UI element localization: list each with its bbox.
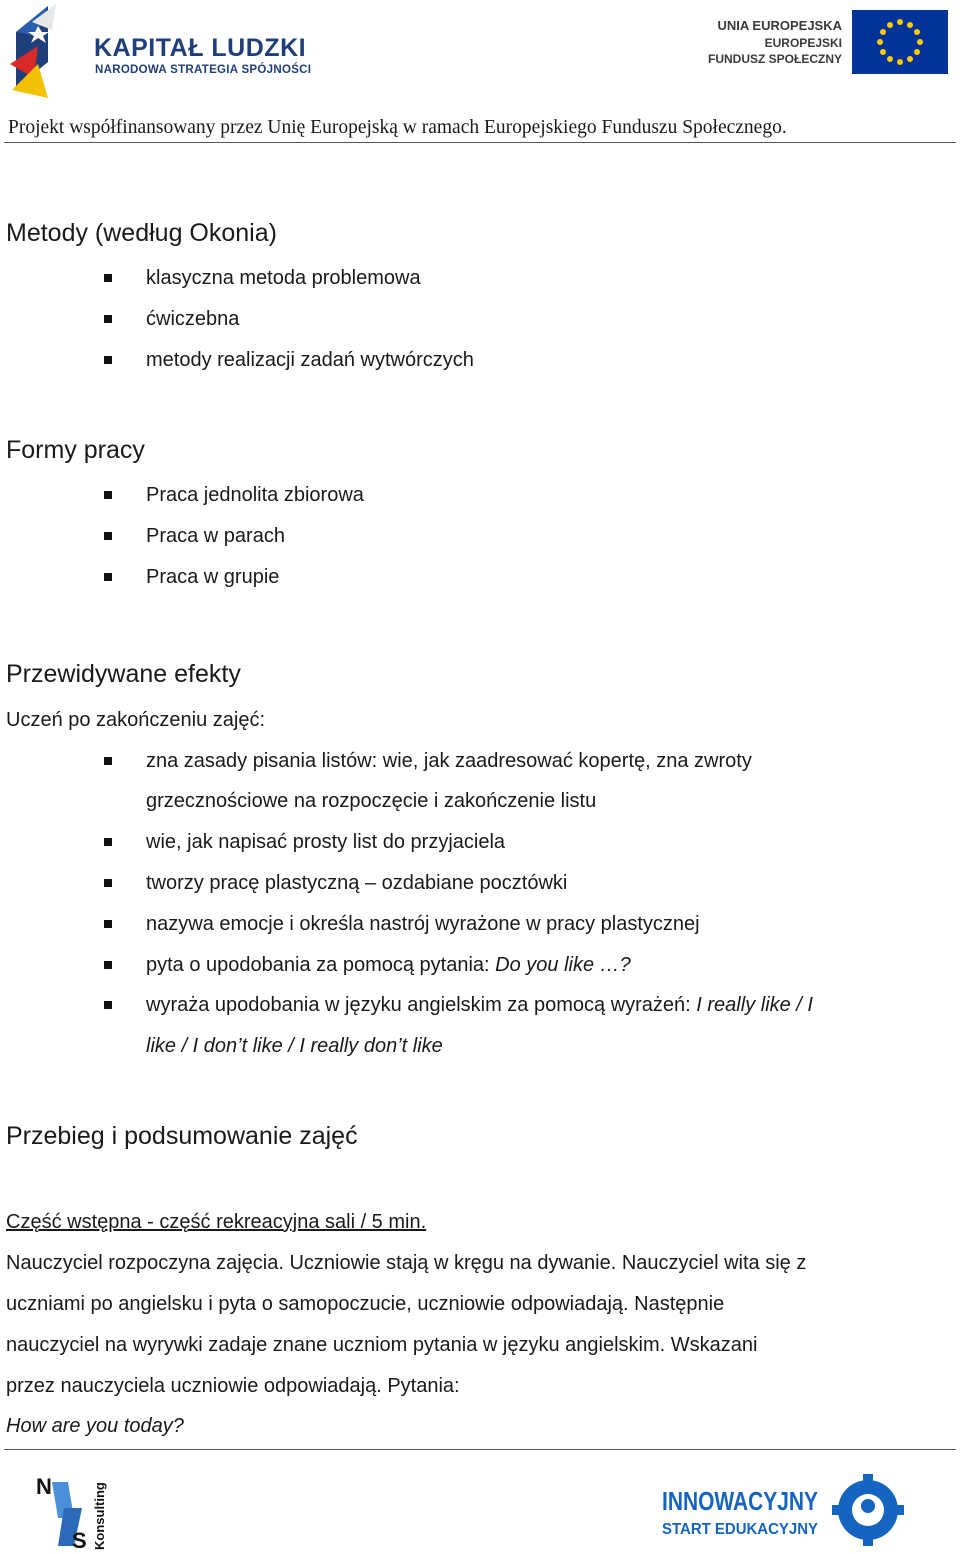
bullet-icon <box>104 356 112 364</box>
przebieg-paragraph-line: nauczyciel na wyrywki zadaje znane uczniom pytania w języku angielskim. Wskazani <box>6 1334 758 1356</box>
list-item-italic: Do you like …? <box>495 954 631 976</box>
bullet-icon <box>104 879 112 887</box>
przebieg-question: How are you today? <box>6 1415 184 1437</box>
list-item: klasyczna metoda problemowa <box>146 267 421 289</box>
list-item: wie, jak napisać prosty list do przyjaciela <box>146 831 506 853</box>
bullet-icon <box>104 920 112 928</box>
ns-letter-s: S <box>72 1528 87 1552</box>
list-item-continuation: like / I don’t like / I really don’t like <box>146 1035 443 1057</box>
list-item <box>146 954 631 977</box>
list-item-continuation: grzecznościowe na rozpoczęcie i zakończenie listu <box>146 790 597 812</box>
eu-fund-label <box>708 18 842 66</box>
bullet-icon <box>104 1001 112 1009</box>
list-item-italic: I really like / I <box>696 994 813 1016</box>
list-item <box>146 994 813 1017</box>
projekt-funding-note: Projekt współfinansowany przez Unię Europejską w ramach Europejskiego Funduszu Społecznego. <box>8 117 787 138</box>
list-item-text: wyraża upodobania w języku angielskim za pomocą wyrażeń: <box>146 994 697 1016</box>
eu-label-line2: EUROPEJSKI <box>764 36 842 50</box>
bullet-icon <box>104 961 112 969</box>
list-item: metody realizacji zadań wytwórczych <box>146 349 474 371</box>
kapital-ludzki-title: KAPITAŁ LUDZKI <box>94 34 307 62</box>
inno-title: INNOWACYJNY <box>662 1486 818 1516</box>
ns-letter-n: N <box>36 1474 52 1499</box>
kapital-ludzki-subtitle: NARODOWA STRATEGIA SPÓJNOŚCI <box>95 64 312 76</box>
przebieg-paragraph-line: uczniami po angielsku i pyta o samopoczucie, uczniowie odpowiadają. Następnie <box>6 1293 725 1315</box>
eu-label-line1: UNIA EUROPEJSKA <box>717 18 842 33</box>
ns-konsulting-text: Konsulting <box>92 1482 107 1550</box>
ns-konsulting-logo <box>34 1468 114 1552</box>
innowacyjny-start-logo <box>660 1470 904 1548</box>
bullet-icon <box>104 838 112 846</box>
przebieg-subheading: Część wstępna - część rekreacyjna sali / 5 min. <box>6 1211 427 1233</box>
section-heading-efekty: Przewidywane efekty <box>6 660 241 688</box>
eu-flag-icon <box>852 10 948 74</box>
bullet-icon <box>104 532 112 540</box>
inno-subtitle: START EDUKACYJNY <box>662 1521 819 1538</box>
kapital-ludzki-logo <box>8 2 74 98</box>
gear-icon <box>832 1474 904 1546</box>
section-heading-przebieg: Przebieg i podsumowanie zajęć <box>6 1122 358 1150</box>
przebieg-paragraph-line: przez nauczyciela uczniowie odpowiadają. Pytania: <box>6 1375 460 1397</box>
list-item: zna zasady pisania listów: wie, jak zaadresować kopertę, zna zwroty <box>146 750 752 772</box>
section-heading-formy: Formy pracy <box>6 436 145 464</box>
bullet-icon <box>104 274 112 282</box>
list-item: ćwiczebna <box>146 308 240 330</box>
list-item: Praca jednolita zbiorowa <box>146 484 364 506</box>
list-item: nazywa emocje i określa nastrój wyrażone w pracy plastycznej <box>146 913 700 935</box>
list-item: tworzy pracę plastyczną – ozdabiane pocztówki <box>146 872 568 894</box>
list-item: Praca w parach <box>146 525 285 547</box>
footer-divider <box>4 1449 956 1450</box>
bullet-icon <box>104 573 112 581</box>
eu-label-line3: FUNDUSZ SPOŁECZNY <box>707 52 842 66</box>
przebieg-paragraph-line: Nauczyciel rozpoczyna zajęcia. Uczniowie stają w kręgu na dywanie. Nauczyciel wita się z <box>6 1252 807 1274</box>
list-item: Praca w grupie <box>146 566 280 588</box>
efekty-intro: Uczeń po zakończeniu zajęć: <box>6 709 266 731</box>
section-heading-metody: Metody (według Okonia) <box>6 219 277 247</box>
bullet-icon <box>104 315 112 323</box>
bullet-icon <box>104 491 112 499</box>
header-divider <box>4 142 956 143</box>
list-item-text: pyta o upodobania za pomocą pytania: <box>146 954 496 976</box>
bullet-icon <box>104 757 112 765</box>
